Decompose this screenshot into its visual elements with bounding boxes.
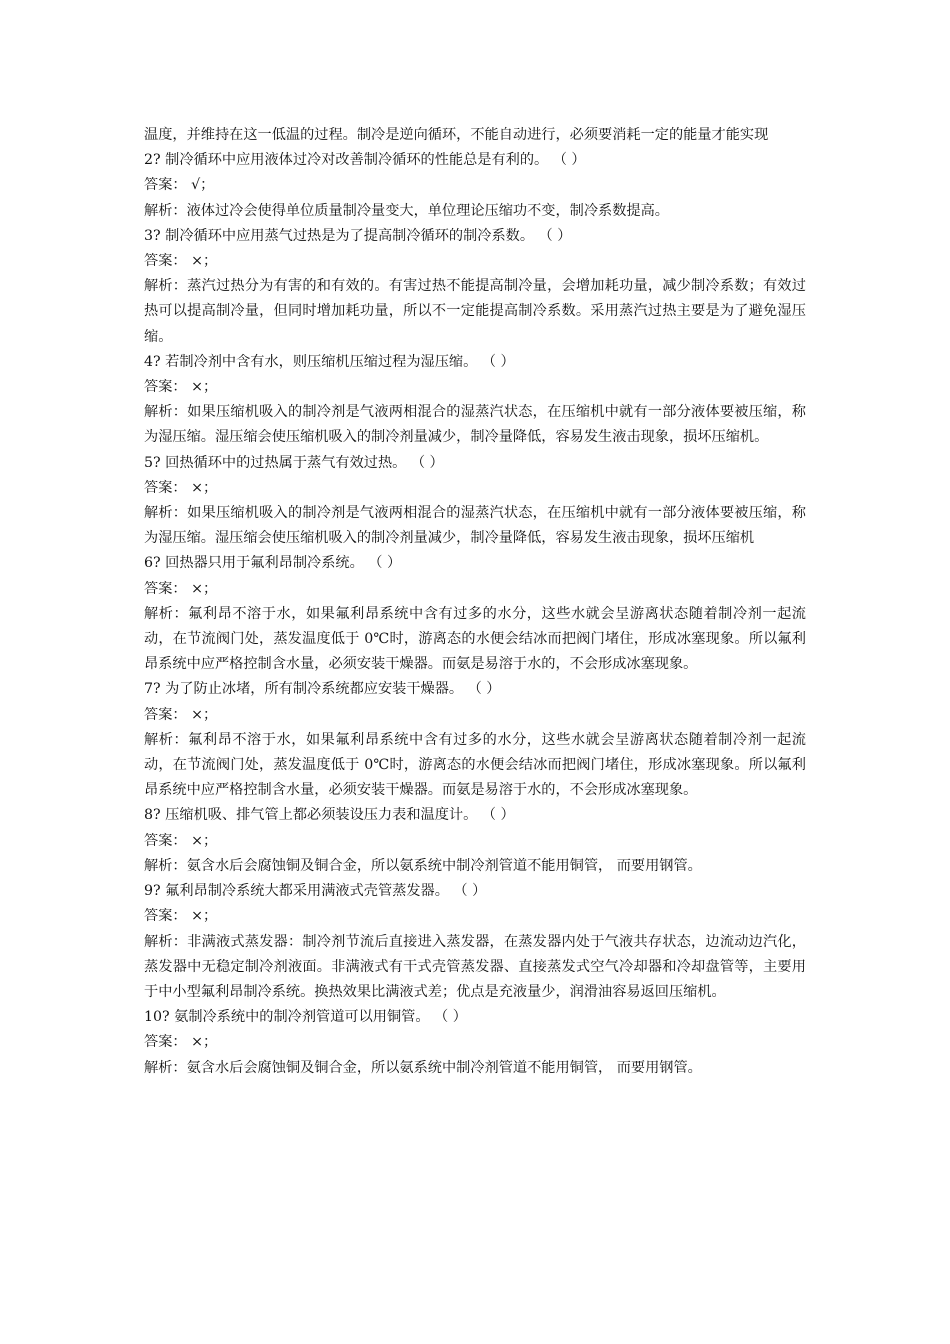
answer-text: 答案： ×； — [144, 479, 218, 496]
question-text: 2? 制冷循环中应用液体过冷对改善制冷循环的性能总是有利的。 （ ） — [144, 152, 586, 169]
analysis-text: 解析：氨含水后会腐蚀铜及铜合金，所以氨系统中制冷剂管道不能用铜管， 而要用钢管。 — [144, 857, 702, 874]
answer-text: 答案： ×； — [144, 1034, 218, 1051]
answer-text: 答案： √； — [144, 177, 215, 194]
analysis-text: 解析：液体过冷会使得单位质量制冷量变大，单位理论压缩功不变，制冷系数提高。 — [144, 202, 669, 219]
question-text: 7? 为了防止冰堵，所有制冷系统都应安装干燥器。 （ ） — [144, 681, 501, 698]
question-text: 10? 氨制冷系统中的制冷剂管道可以用铜管。 （ ） — [144, 1009, 467, 1026]
analysis-text: 解析：如果压缩机吸入的制冷剂是气液两相混合的湿蒸汽状态，在压缩机中就有一部分液体要被压缩，称为湿压缩。湿压缩会使压缩机吸入的制冷剂量减少，制冷量降低，容易发生液击现象，损坏压缩机。 — [144, 404, 806, 446]
qa-item-6 — [144, 551, 806, 677]
answer-text: 答案： ×； — [144, 253, 218, 270]
analysis-text: 解析：氟利昂不溶于水，如果氟利昂系统中含有过多的水分，这些水就会呈游离状态随着制冷剂一起流动，在节流阀门处，蒸发温度低于 0℃时，游离态的水便会结冰而把阀门堵住，形成冰塞现象。所以氟利昂系统中应严格控制含水量，必须安装干燥器。而氨是易溶于水的，不会形成冰塞现象。 — [144, 731, 806, 799]
qa-item-5 — [144, 451, 806, 552]
qa-item-8 — [144, 803, 806, 879]
question-text: 6? 回热器只用于氟利昂制冷系统。 （ ） — [144, 555, 402, 572]
question-text: 3? 制冷循环中应用蒸气过热是为了提高制冷循环的制冷系数。 （ ） — [144, 227, 572, 244]
qa-item-2 — [144, 148, 806, 224]
qa-item-3 — [144, 224, 806, 350]
question-text: 4? 若制冷剂中含有水，则压缩机压缩过程为湿压缩。 （ ） — [144, 353, 515, 370]
qa-item-9 — [144, 879, 806, 1005]
analysis-text: 解析：氨含水后会腐蚀铜及铜合金，所以氨系统中制冷剂管道不能用铜管， 而要用钢管。 — [144, 1059, 702, 1076]
qa-item-4 — [144, 350, 806, 451]
qa-item-7 — [144, 677, 806, 803]
document-page — [144, 123, 806, 1081]
question-text: 5? 回热循环中的过热属于蒸气有效过热。 （ ） — [144, 454, 444, 471]
answer-text: 答案： ×； — [144, 706, 218, 723]
question-text: 8? 压缩机吸、排气管上都必须装设压力表和温度计。 （ ） — [144, 807, 515, 824]
analysis-text: 解析：非满液式蒸发器：制冷剂节流后直接进入蒸发器，在蒸发器内处于气液共存状态，边流动边汽化，蒸发器中无稳定制冷剂液面。非满液式有干式壳管蒸发器、直接蒸发式空气冷却器和冷却盘管等，主要用于中小型氟利昂制冷系统。换热效果比满液式差；优点是充液量少，润滑油容易返回压缩机。 — [144, 933, 806, 1000]
intro-paragraph: 温度，并维持在这一低温的过程。制冷是逆向循环，不能自动进行，必须要消耗一定的能量才能实现 — [144, 127, 769, 143]
analysis-text: 解析：氟利昂不溶于水，如果氟利昂系统中含有过多的水分，这些水就会呈游离状态随着制冷剂一起流动，在节流阀门处，蒸发温度低于 0℃时，游离态的水便会结冰而把阀门堵住，形成冰塞现象。所以氟利昂系统中应严格控制含水量，必须安装干燥器。而氨是易溶于水的，不会形成冰塞现象。 — [144, 605, 806, 673]
analysis-text: 解析：如果压缩机吸入的制冷剂是气液两相混合的湿蒸汽状态，在压缩机中就有一部分液体要被压缩，称为湿压缩。湿压缩会使压缩机吸入的制冷剂量减少，制冷量降低，容易发生液击现象，损坏压缩机 — [144, 505, 806, 547]
question-text: 9? 氟利昂制冷系统大都采用满液式壳管蒸发器。 （ ） — [144, 883, 487, 900]
qa-item-10 — [144, 1005, 806, 1081]
answer-text: 答案： ×； — [144, 379, 218, 396]
answer-text: 答案： ×； — [144, 908, 218, 925]
answer-text: 答案： ×； — [144, 832, 218, 849]
answer-text: 答案： ×； — [144, 580, 218, 597]
analysis-text: 解析：蒸汽过热分为有害的和有效的。有害过热不能提高制冷量，会增加耗功量，减少制冷系数；有效过热可以提高制冷量，但同时增加耗功量，所以不一定能提高制冷系数。采用蒸汽过热主要是为了避免湿压缩。 — [144, 278, 806, 345]
